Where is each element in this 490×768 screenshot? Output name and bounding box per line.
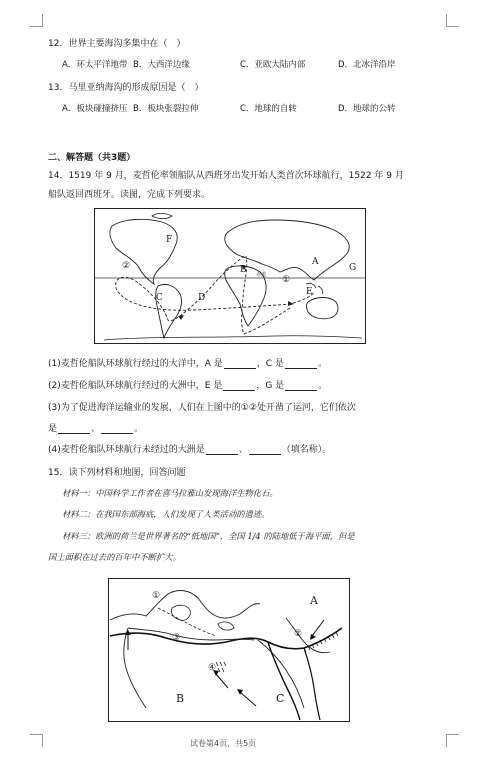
q12-option-d: D．北冰洋沿岸 xyxy=(338,60,396,70)
q14-intro-line1: 14．1519 年 9 月，麦哲伦率领船队从西班牙出发开始人类首次环球航行，1522 年 9 月 xyxy=(48,171,404,181)
map14-label-canal-1: ① xyxy=(282,275,291,285)
q14-sub1-text-b: ，C 是 xyxy=(256,359,284,369)
q14-sub4 xyxy=(48,442,331,455)
map14-label-f: F xyxy=(166,235,173,245)
q14-sub2-blank-g[interactable] xyxy=(285,381,317,391)
q12-option-b: B．大西洋边缘 xyxy=(133,60,190,70)
q14-intro-line2: 船队返回西班牙。读图，完成下列要求。 xyxy=(48,190,211,200)
map15-label-c: C xyxy=(276,692,285,705)
q14-sub3-blank-2[interactable] xyxy=(101,424,133,434)
q14-sub3-sep: 、 xyxy=(91,424,101,434)
page-footer: 试卷第4页，共5页 xyxy=(190,739,257,748)
crop-mark-top-left xyxy=(30,14,43,27)
q14-sub3-period: 。 xyxy=(134,424,144,434)
q14-sub2-text-b: ，G 是 xyxy=(256,381,285,391)
q14-sub2-blank-e[interactable] xyxy=(223,381,255,391)
crop-mark-bottom-right xyxy=(446,734,459,747)
section-title: 二、解答题（共3题） xyxy=(48,153,136,163)
q15-material1: 材料一：中国科学工作者在喜马拉雅山发现海洋生物化石。 xyxy=(62,488,278,498)
q12-option-c: C．亚欧大陆内部 xyxy=(240,60,306,70)
q13-option-c: C．地球的自转 xyxy=(240,104,297,114)
map14-label-d: D xyxy=(198,293,206,303)
q14-sub2 xyxy=(48,378,327,391)
map15-label-b: B xyxy=(176,692,185,705)
q12-stem: 12．世界主要海沟多集中在（ ） xyxy=(48,39,186,49)
q15-stem: 15．读下列材料和地图，回答问题 xyxy=(48,468,186,478)
map14-label-canal-2: ② xyxy=(122,261,131,271)
q14-sub3-prefix: 是 xyxy=(48,424,58,434)
q12-option-a: A．环太平洋地带 xyxy=(62,60,128,70)
q14-sub4-blank-2[interactable] xyxy=(249,445,281,455)
map15-label-a: A xyxy=(310,594,318,607)
map14-label-equator: 赤道 xyxy=(256,272,267,278)
q14-sub2-period: 。 xyxy=(318,381,328,391)
map14-label-b: B xyxy=(240,265,247,275)
map14-label-e: E xyxy=(306,287,313,297)
q14-sub4-blank-1[interactable] xyxy=(206,445,238,455)
q13-option-a: A．板块碰撞挤压 xyxy=(62,104,128,114)
map14-label-a: A xyxy=(312,257,319,267)
q14-sub3-line2 xyxy=(48,421,143,434)
q14-sub2-text-a: (2)麦哲伦船队环球航行经过的大洲中，E 是 xyxy=(48,381,223,391)
q14-sub1 xyxy=(48,356,327,369)
q14-sub4-sep: 、 xyxy=(238,445,248,455)
q13-option-d: D．地球的公转 xyxy=(338,104,396,114)
plates-map xyxy=(108,578,350,722)
q14-sub1-blank-c[interactable] xyxy=(285,359,317,369)
magellan-route-map xyxy=(94,208,366,344)
q15-material2: 材料二：在我国东部海底，人们发现了人类活动的遗迹。 xyxy=(62,509,270,519)
map15-label-circle-2: ② xyxy=(294,629,303,639)
q15-material3-line2: 国土面积在过去的百年中不断扩大。 xyxy=(48,552,181,562)
map15-label-circle-3: ③ xyxy=(172,633,181,643)
q14-sub1-period: 。 xyxy=(317,359,327,369)
q15-material3-line1: 材料三：欧洲的荷兰是世界著名的“低地国”，全国 1/4 的陆地低于海平面，但是 xyxy=(62,531,355,541)
crop-mark-top-right xyxy=(446,14,459,27)
map14-label-c: C xyxy=(156,293,163,303)
q14-sub1-text-a: (1)麦哲伦船队环球航行经过的大洋中，A 是 xyxy=(48,359,223,369)
q14-sub3-blank-1[interactable] xyxy=(58,424,90,434)
map15-label-circle-4: ④ xyxy=(208,663,217,673)
crop-mark-bottom-left xyxy=(30,734,43,747)
q14-sub4-text-b: （填名称）。 xyxy=(281,445,332,455)
q13-stem: 13．马里亚纳海沟的形成原因是（ ） xyxy=(48,83,204,93)
map15-label-circle-1: ① xyxy=(152,591,161,601)
map14-label-g: G xyxy=(349,263,357,273)
q14-sub3-line1: (3)为了促进海洋运输业的发展，人们在上图中的①②处开凿了运河，它们依次 xyxy=(48,403,356,413)
q13-option-b: B．板块张裂拉伸 xyxy=(133,104,199,114)
q14-sub1-blank-a[interactable] xyxy=(224,359,256,369)
q14-sub4-text-a: (4)麦哲伦船队环球航行未经过的大洲是 xyxy=(48,445,205,455)
